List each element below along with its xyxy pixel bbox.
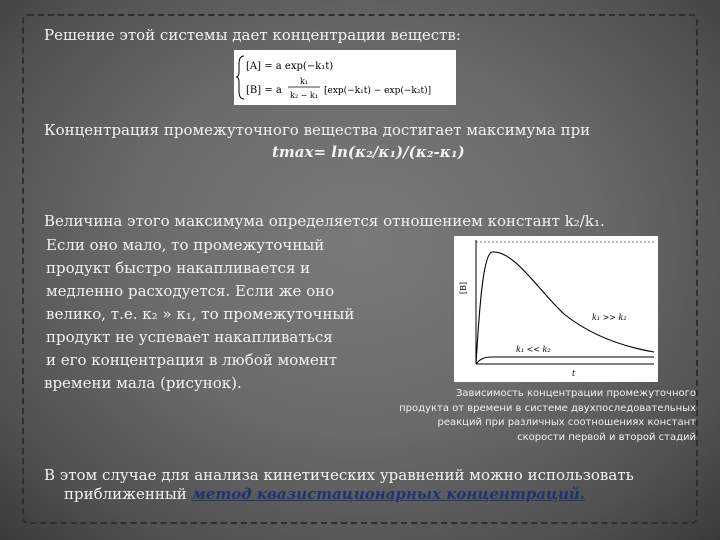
- formula-line-b-suffix: [exp(−k₁t) − exp(−k₂t)]: [324, 86, 432, 96]
- caption-line: реакций при различных соотношениях констант: [437, 417, 696, 428]
- para-ratio-line: продукт не успевает накапливаться: [46, 328, 333, 346]
- para-max-line1: Концентрация промежуточного вещества достигает максимума при: [44, 121, 591, 139]
- formula-image: [234, 50, 456, 105]
- graph-label-upper: k₁ >> k₂: [592, 313, 627, 322]
- caption-line: продукта от времени в системе двухпоследовательных: [399, 402, 696, 414]
- caption-line: Зависимость концентрации промежуточного: [456, 388, 696, 399]
- graph-caption: [396, 387, 696, 445]
- para-ratio-line: продукт быстро накапливается и: [46, 259, 311, 277]
- caption-line: скорости первой и второй стадий: [517, 431, 696, 443]
- para-ratio-line: велико, т.е. κ₂ » κ₁, то промежуточный: [46, 305, 355, 323]
- method-prefix: приближенный: [64, 485, 192, 503]
- concentration-graph: [454, 236, 658, 382]
- tmax-formula: tmax= ln(κ₂/κ₁)/(κ₂-κ₁): [272, 143, 465, 161]
- formula-frac-den: k₂ − k₁: [290, 91, 318, 100]
- formula-line-b-prefix: [B] = a: [246, 85, 282, 96]
- formula-frac-num: k₁: [299, 77, 309, 86]
- graph-xlabel: t: [572, 369, 576, 378]
- formula-svg: [234, 50, 456, 105]
- para-ratio-line1: Величина этого максимума определяется отношением констант k₂/k₁.: [44, 212, 605, 230]
- para-ratio-line: медленно расходуется. Если же оно: [46, 282, 335, 300]
- para-method-line2: [64, 485, 585, 503]
- graph-label-lower: k₁ << k₂: [516, 345, 551, 354]
- graph-svg: [454, 236, 658, 382]
- para-ratio-line: времени мала (рисунок).: [44, 374, 242, 392]
- para-ratio-line: и его концентрация в любой момент: [46, 351, 338, 369]
- method-link[interactable]: метод квазистационарных концентраций.: [191, 485, 586, 503]
- para-ratio-line: Если оно мало, то промежуточный: [46, 236, 325, 254]
- formula-line-a: [A] = a exp(−k₁t): [246, 61, 334, 72]
- heading-solution: Решение этой системы дает концентрации веществ:: [44, 26, 461, 44]
- para-method-line1: В этом случае для анализа кинетических уравнений можно использовать: [44, 466, 634, 484]
- graph-ylabel: [B]: [459, 281, 468, 294]
